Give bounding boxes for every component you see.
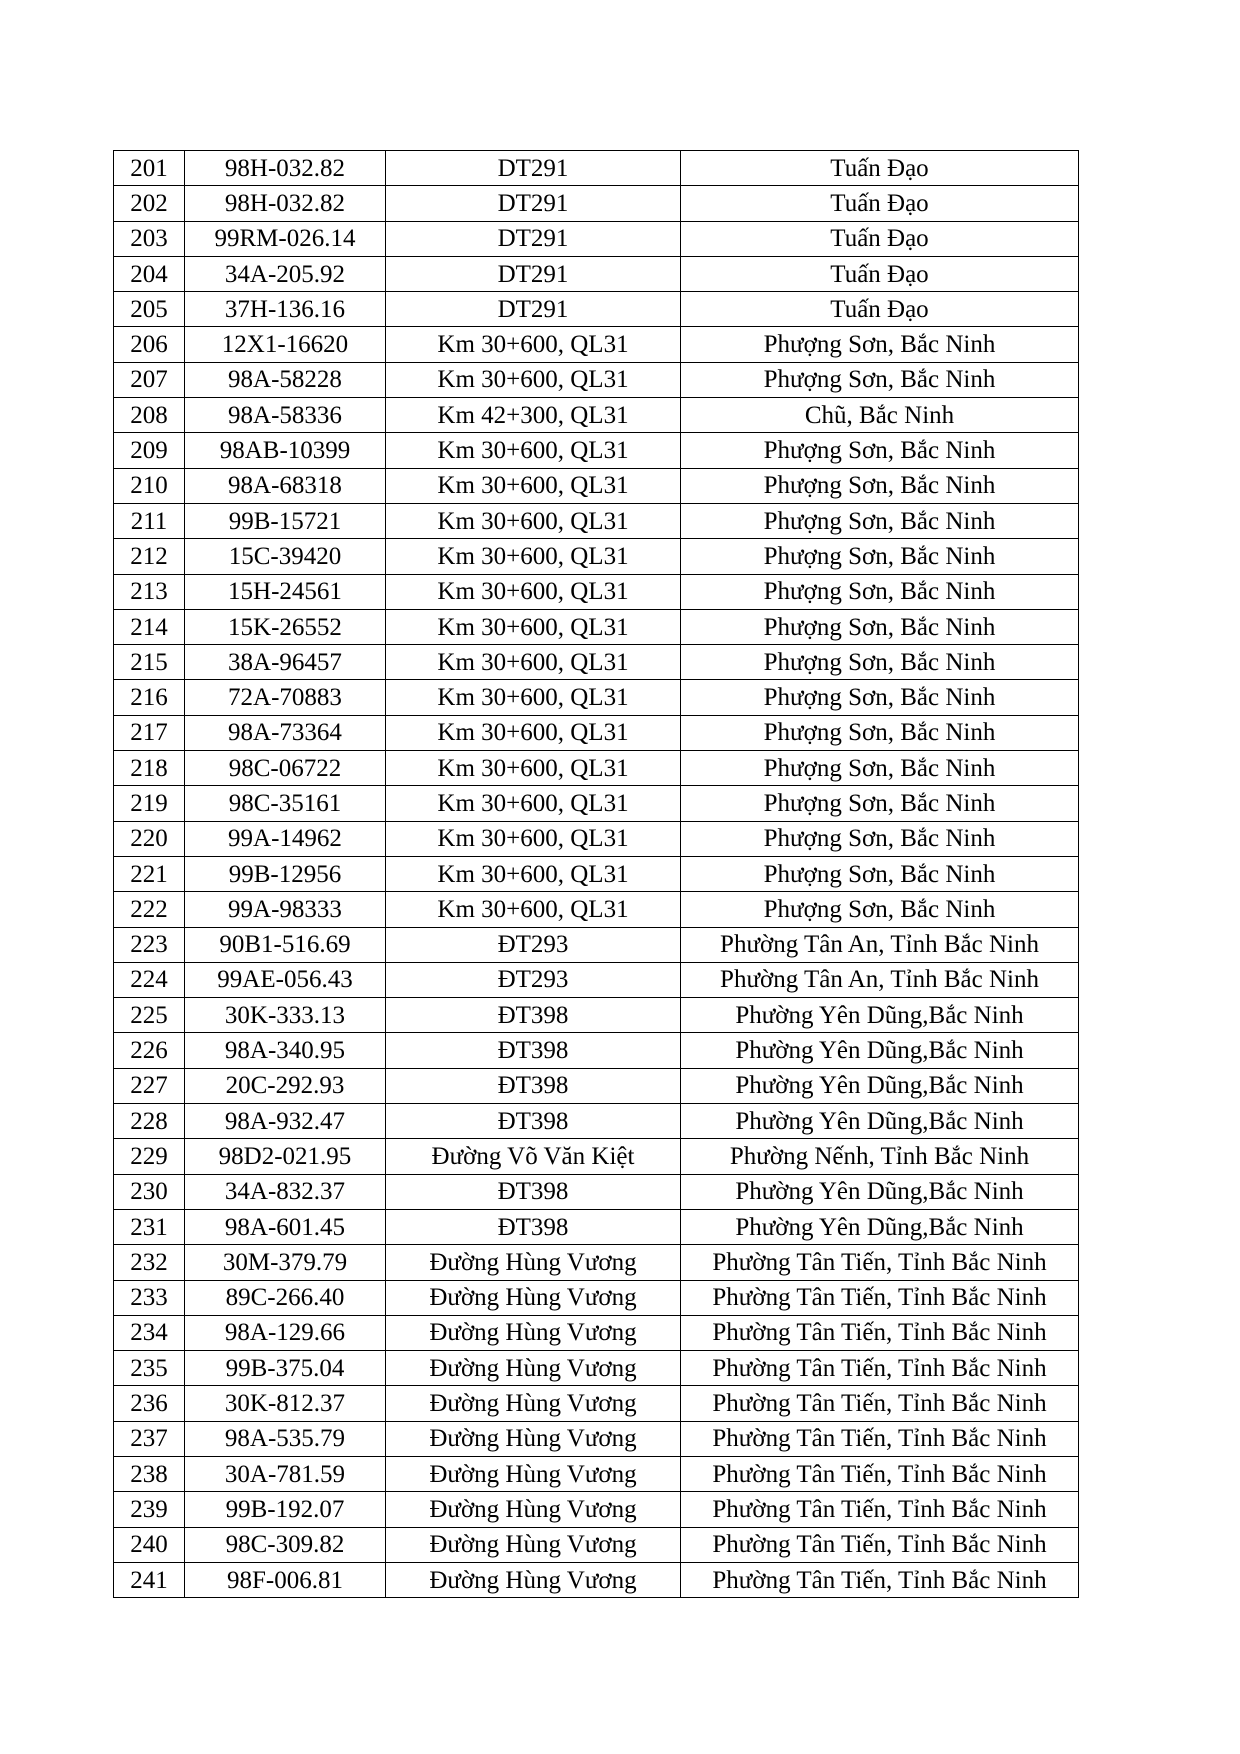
license-plate-cell: 99AE-056.43	[185, 962, 386, 997]
license-plate-cell: 30K-812.37	[185, 1386, 386, 1421]
license-plate-cell: 34A-205.92	[185, 256, 386, 291]
road-location-cell: Km 30+600, QL31	[386, 609, 681, 644]
license-plate-cell: 99A-98333	[185, 892, 386, 927]
row-number-cell: 215	[114, 645, 185, 680]
ward-location-cell: Phường Tân Tiến, Tỉnh Bắc Ninh	[681, 1315, 1079, 1350]
row-number-cell: 227	[114, 1068, 185, 1103]
row-number-cell: 228	[114, 1104, 185, 1139]
license-plate-cell: 20C-292.93	[185, 1068, 386, 1103]
table-row	[114, 1280, 1079, 1315]
table-row	[114, 151, 1079, 186]
license-plate-cell: 30A-781.59	[185, 1456, 386, 1491]
road-location-cell: DT291	[386, 151, 681, 186]
license-plate-cell: 30K-333.13	[185, 998, 386, 1033]
license-plate-cell: 99RM-026.14	[185, 221, 386, 256]
road-location-cell: Km 30+600, QL31	[386, 362, 681, 397]
ward-location-cell: Phường Tân Tiến, Tỉnh Bắc Ninh	[681, 1456, 1079, 1491]
table-row	[114, 539, 1079, 574]
license-plate-cell: 98C-309.82	[185, 1527, 386, 1562]
table-row	[114, 433, 1079, 468]
ward-location-cell: Phượng Sơn, Bắc Ninh	[681, 433, 1079, 468]
ward-location-cell: Phượng Sơn, Bắc Ninh	[681, 680, 1079, 715]
row-number-cell: 211	[114, 503, 185, 538]
ward-location-cell: Phường Yên Dũng,Bắc Ninh	[681, 1068, 1079, 1103]
ward-location-cell: Phượng Sơn, Bắc Ninh	[681, 468, 1079, 503]
road-location-cell: Km 30+600, QL31	[386, 468, 681, 503]
row-number-cell: 238	[114, 1456, 185, 1491]
row-number-cell: 231	[114, 1209, 185, 1244]
license-plate-cell: 15C-39420	[185, 539, 386, 574]
road-location-cell: Đường Hùng Vương	[386, 1421, 681, 1456]
license-plate-cell: 98A-58228	[185, 362, 386, 397]
road-location-cell: ĐT293	[386, 927, 681, 962]
road-location-cell: DT291	[386, 186, 681, 221]
table-row	[114, 892, 1079, 927]
license-plate-cell: 99B-192.07	[185, 1492, 386, 1527]
row-number-cell: 232	[114, 1245, 185, 1280]
row-number-cell: 229	[114, 1139, 185, 1174]
license-plate-cell: 98H-032.82	[185, 186, 386, 221]
row-number-cell: 212	[114, 539, 185, 574]
table-row	[114, 292, 1079, 327]
road-location-cell: Đường Hùng Vương	[386, 1456, 681, 1491]
ward-location-cell: Phượng Sơn, Bắc Ninh	[681, 821, 1079, 856]
road-location-cell: Km 30+600, QL31	[386, 327, 681, 362]
ward-location-cell: Phường Tân Tiến, Tỉnh Bắc Ninh	[681, 1351, 1079, 1386]
license-plate-cell: 89C-266.40	[185, 1280, 386, 1315]
ward-location-cell: Tuấn Đạo	[681, 221, 1079, 256]
license-plate-cell: 34A-832.37	[185, 1174, 386, 1209]
table-row	[114, 1351, 1079, 1386]
road-location-cell: DT291	[386, 292, 681, 327]
license-plate-cell: 38A-96457	[185, 645, 386, 680]
ward-location-cell: Phượng Sơn, Bắc Ninh	[681, 327, 1079, 362]
row-number-cell: 224	[114, 962, 185, 997]
road-location-cell: Km 30+600, QL31	[386, 786, 681, 821]
row-number-cell: 223	[114, 927, 185, 962]
ward-location-cell: Phượng Sơn, Bắc Ninh	[681, 751, 1079, 786]
road-location-cell: Km 30+600, QL31	[386, 715, 681, 750]
row-number-cell: 222	[114, 892, 185, 927]
table-row	[114, 398, 1079, 433]
violations-table	[113, 150, 1079, 1598]
row-number-cell: 219	[114, 786, 185, 821]
road-location-cell: Km 30+600, QL31	[386, 539, 681, 574]
row-number-cell: 206	[114, 327, 185, 362]
table-row	[114, 362, 1079, 397]
table-row	[114, 1033, 1079, 1068]
table-row	[114, 1104, 1079, 1139]
table-row	[114, 221, 1079, 256]
license-plate-cell: 98A-58336	[185, 398, 386, 433]
ward-location-cell: Phường Yên Dũng,Bắc Ninh	[681, 1033, 1079, 1068]
table-row	[114, 751, 1079, 786]
row-number-cell: 202	[114, 186, 185, 221]
license-plate-cell: 99B-12956	[185, 856, 386, 891]
ward-location-cell: Tuấn Đạo	[681, 256, 1079, 291]
ward-location-cell: Phượng Sơn, Bắc Ninh	[681, 786, 1079, 821]
table-row	[114, 609, 1079, 644]
road-location-cell: DT291	[386, 221, 681, 256]
road-location-cell: Đường Hùng Vương	[386, 1280, 681, 1315]
ward-location-cell: Phường Yên Dũng,Bắc Ninh	[681, 1174, 1079, 1209]
road-location-cell: Đường Hùng Vương	[386, 1351, 681, 1386]
row-number-cell: 220	[114, 821, 185, 856]
license-plate-cell: 99B-15721	[185, 503, 386, 538]
license-plate-cell: 99B-375.04	[185, 1351, 386, 1386]
ward-location-cell: Chũ, Bắc Ninh	[681, 398, 1079, 433]
table-row	[114, 1492, 1079, 1527]
license-plate-cell: 98F-006.81	[185, 1562, 386, 1597]
license-plate-cell: 99A-14962	[185, 821, 386, 856]
row-number-cell: 205	[114, 292, 185, 327]
table-row	[114, 1245, 1079, 1280]
row-number-cell: 203	[114, 221, 185, 256]
license-plate-cell: 15K-26552	[185, 609, 386, 644]
road-location-cell: ĐT398	[386, 1104, 681, 1139]
table-row	[114, 327, 1079, 362]
row-number-cell: 218	[114, 751, 185, 786]
ward-location-cell: Phường Nếnh, Tỉnh Bắc Ninh	[681, 1139, 1079, 1174]
road-location-cell: Đường Hùng Vương	[386, 1562, 681, 1597]
ward-location-cell: Phượng Sơn, Bắc Ninh	[681, 715, 1079, 750]
road-location-cell: Km 30+600, QL31	[386, 751, 681, 786]
row-number-cell: 239	[114, 1492, 185, 1527]
road-location-cell: ĐT398	[386, 1068, 681, 1103]
table-row	[114, 645, 1079, 680]
license-plate-cell: 98D2-021.95	[185, 1139, 386, 1174]
ward-location-cell: Phượng Sơn, Bắc Ninh	[681, 645, 1079, 680]
license-plate-cell: 98A-932.47	[185, 1104, 386, 1139]
license-plate-cell: 37H-136.16	[185, 292, 386, 327]
ward-location-cell: Phường Yên Dũng,Bắc Ninh	[681, 998, 1079, 1033]
road-location-cell: ĐT398	[386, 1209, 681, 1244]
license-plate-cell: 98A-601.45	[185, 1209, 386, 1244]
ward-location-cell: Phượng Sơn, Bắc Ninh	[681, 539, 1079, 574]
ward-location-cell: Phượng Sơn, Bắc Ninh	[681, 362, 1079, 397]
road-location-cell: Đường Hùng Vương	[386, 1492, 681, 1527]
ward-location-cell: Phường Tân An, Tỉnh Bắc Ninh	[681, 927, 1079, 962]
table-row	[114, 468, 1079, 503]
table-row	[114, 1527, 1079, 1562]
row-number-cell: 201	[114, 151, 185, 186]
road-location-cell: Km 30+600, QL31	[386, 680, 681, 715]
table-row	[114, 1315, 1079, 1350]
table-row	[114, 503, 1079, 538]
ward-location-cell: Phượng Sơn, Bắc Ninh	[681, 574, 1079, 609]
license-plate-cell: 12X1-16620	[185, 327, 386, 362]
road-location-cell: Km 42+300, QL31	[386, 398, 681, 433]
row-number-cell: 236	[114, 1386, 185, 1421]
row-number-cell: 230	[114, 1174, 185, 1209]
license-plate-cell: 98A-68318	[185, 468, 386, 503]
row-number-cell: 204	[114, 256, 185, 291]
row-number-cell: 235	[114, 1351, 185, 1386]
table-row	[114, 856, 1079, 891]
road-location-cell: Đường Hùng Vương	[386, 1527, 681, 1562]
table-row	[114, 574, 1079, 609]
ward-location-cell: Phượng Sơn, Bắc Ninh	[681, 503, 1079, 538]
road-location-cell: ĐT293	[386, 962, 681, 997]
table-row	[114, 786, 1079, 821]
road-location-cell: ĐT398	[386, 1174, 681, 1209]
road-location-cell: Km 30+600, QL31	[386, 821, 681, 856]
row-number-cell: 241	[114, 1562, 185, 1597]
ward-location-cell: Phường Yên Dũng,Bắc Ninh	[681, 1209, 1079, 1244]
ward-location-cell: Tuấn Đạo	[681, 186, 1079, 221]
table-row	[114, 715, 1079, 750]
row-number-cell: 234	[114, 1315, 185, 1350]
row-number-cell: 213	[114, 574, 185, 609]
row-number-cell: 214	[114, 609, 185, 644]
table-row	[114, 1174, 1079, 1209]
row-number-cell: 210	[114, 468, 185, 503]
ward-location-cell: Phường Tân Tiến, Tỉnh Bắc Ninh	[681, 1562, 1079, 1597]
ward-location-cell: Phượng Sơn, Bắc Ninh	[681, 892, 1079, 927]
row-number-cell: 217	[114, 715, 185, 750]
ward-location-cell: Phượng Sơn, Bắc Ninh	[681, 609, 1079, 644]
road-location-cell: ĐT398	[386, 1033, 681, 1068]
road-location-cell: Đường Hùng Vương	[386, 1386, 681, 1421]
road-location-cell: Km 30+600, QL31	[386, 574, 681, 609]
ward-location-cell: Phường Tân Tiến, Tỉnh Bắc Ninh	[681, 1280, 1079, 1315]
road-location-cell: ĐT398	[386, 998, 681, 1033]
road-location-cell: DT291	[386, 256, 681, 291]
license-plate-cell: 15H-24561	[185, 574, 386, 609]
table-row	[114, 186, 1079, 221]
ward-location-cell: Phường Tân Tiến, Tỉnh Bắc Ninh	[681, 1492, 1079, 1527]
row-number-cell: 208	[114, 398, 185, 433]
license-plate-cell: 98AB-10399	[185, 433, 386, 468]
license-plate-cell: 30M-379.79	[185, 1245, 386, 1280]
ward-location-cell: Tuấn Đạo	[681, 151, 1079, 186]
road-location-cell: Km 30+600, QL31	[386, 503, 681, 538]
road-location-cell: Km 30+600, QL31	[386, 856, 681, 891]
road-location-cell: Km 30+600, QL31	[386, 433, 681, 468]
table-row	[114, 1068, 1079, 1103]
table-row	[114, 1456, 1079, 1491]
license-plate-cell: 98A-73364	[185, 715, 386, 750]
license-plate-cell: 98C-06722	[185, 751, 386, 786]
row-number-cell: 240	[114, 1527, 185, 1562]
table-row	[114, 927, 1079, 962]
row-number-cell: 209	[114, 433, 185, 468]
table-row	[114, 1139, 1079, 1174]
table-row	[114, 821, 1079, 856]
ward-location-cell: Phường Tân Tiến, Tỉnh Bắc Ninh	[681, 1245, 1079, 1280]
ward-location-cell: Tuấn Đạo	[681, 292, 1079, 327]
road-location-cell: Đường Võ Văn Kiệt	[386, 1139, 681, 1174]
ward-location-cell: Phường Yên Dũng,Bắc Ninh	[681, 1104, 1079, 1139]
row-number-cell: 237	[114, 1421, 185, 1456]
row-number-cell: 207	[114, 362, 185, 397]
ward-location-cell: Phượng Sơn, Bắc Ninh	[681, 856, 1079, 891]
table-body	[114, 151, 1079, 1598]
table-row	[114, 1562, 1079, 1597]
row-number-cell: 216	[114, 680, 185, 715]
table-row	[114, 1421, 1079, 1456]
ward-location-cell: Phường Tân Tiến, Tỉnh Bắc Ninh	[681, 1527, 1079, 1562]
row-number-cell: 225	[114, 998, 185, 1033]
road-location-cell: Đường Hùng Vương	[386, 1245, 681, 1280]
license-plate-cell: 98C-35161	[185, 786, 386, 821]
license-plate-cell: 90B1-516.69	[185, 927, 386, 962]
ward-location-cell: Phường Tân An, Tỉnh Bắc Ninh	[681, 962, 1079, 997]
license-plate-cell: 98A-129.66	[185, 1315, 386, 1350]
table-row	[114, 680, 1079, 715]
row-number-cell: 233	[114, 1280, 185, 1315]
license-plate-cell: 72A-70883	[185, 680, 386, 715]
road-location-cell: Km 30+600, QL31	[386, 892, 681, 927]
table-row	[114, 1209, 1079, 1244]
row-number-cell: 226	[114, 1033, 185, 1068]
license-plate-cell: 98A-535.79	[185, 1421, 386, 1456]
table-row	[114, 256, 1079, 291]
table-row	[114, 998, 1079, 1033]
license-plate-cell: 98A-340.95	[185, 1033, 386, 1068]
ward-location-cell: Phường Tân Tiến, Tỉnh Bắc Ninh	[681, 1421, 1079, 1456]
table-row	[114, 1386, 1079, 1421]
ward-location-cell: Phường Tân Tiến, Tỉnh Bắc Ninh	[681, 1386, 1079, 1421]
table-row	[114, 962, 1079, 997]
road-location-cell: Km 30+600, QL31	[386, 645, 681, 680]
road-location-cell: Đường Hùng Vương	[386, 1315, 681, 1350]
row-number-cell: 221	[114, 856, 185, 891]
license-plate-cell: 98H-032.82	[185, 151, 386, 186]
